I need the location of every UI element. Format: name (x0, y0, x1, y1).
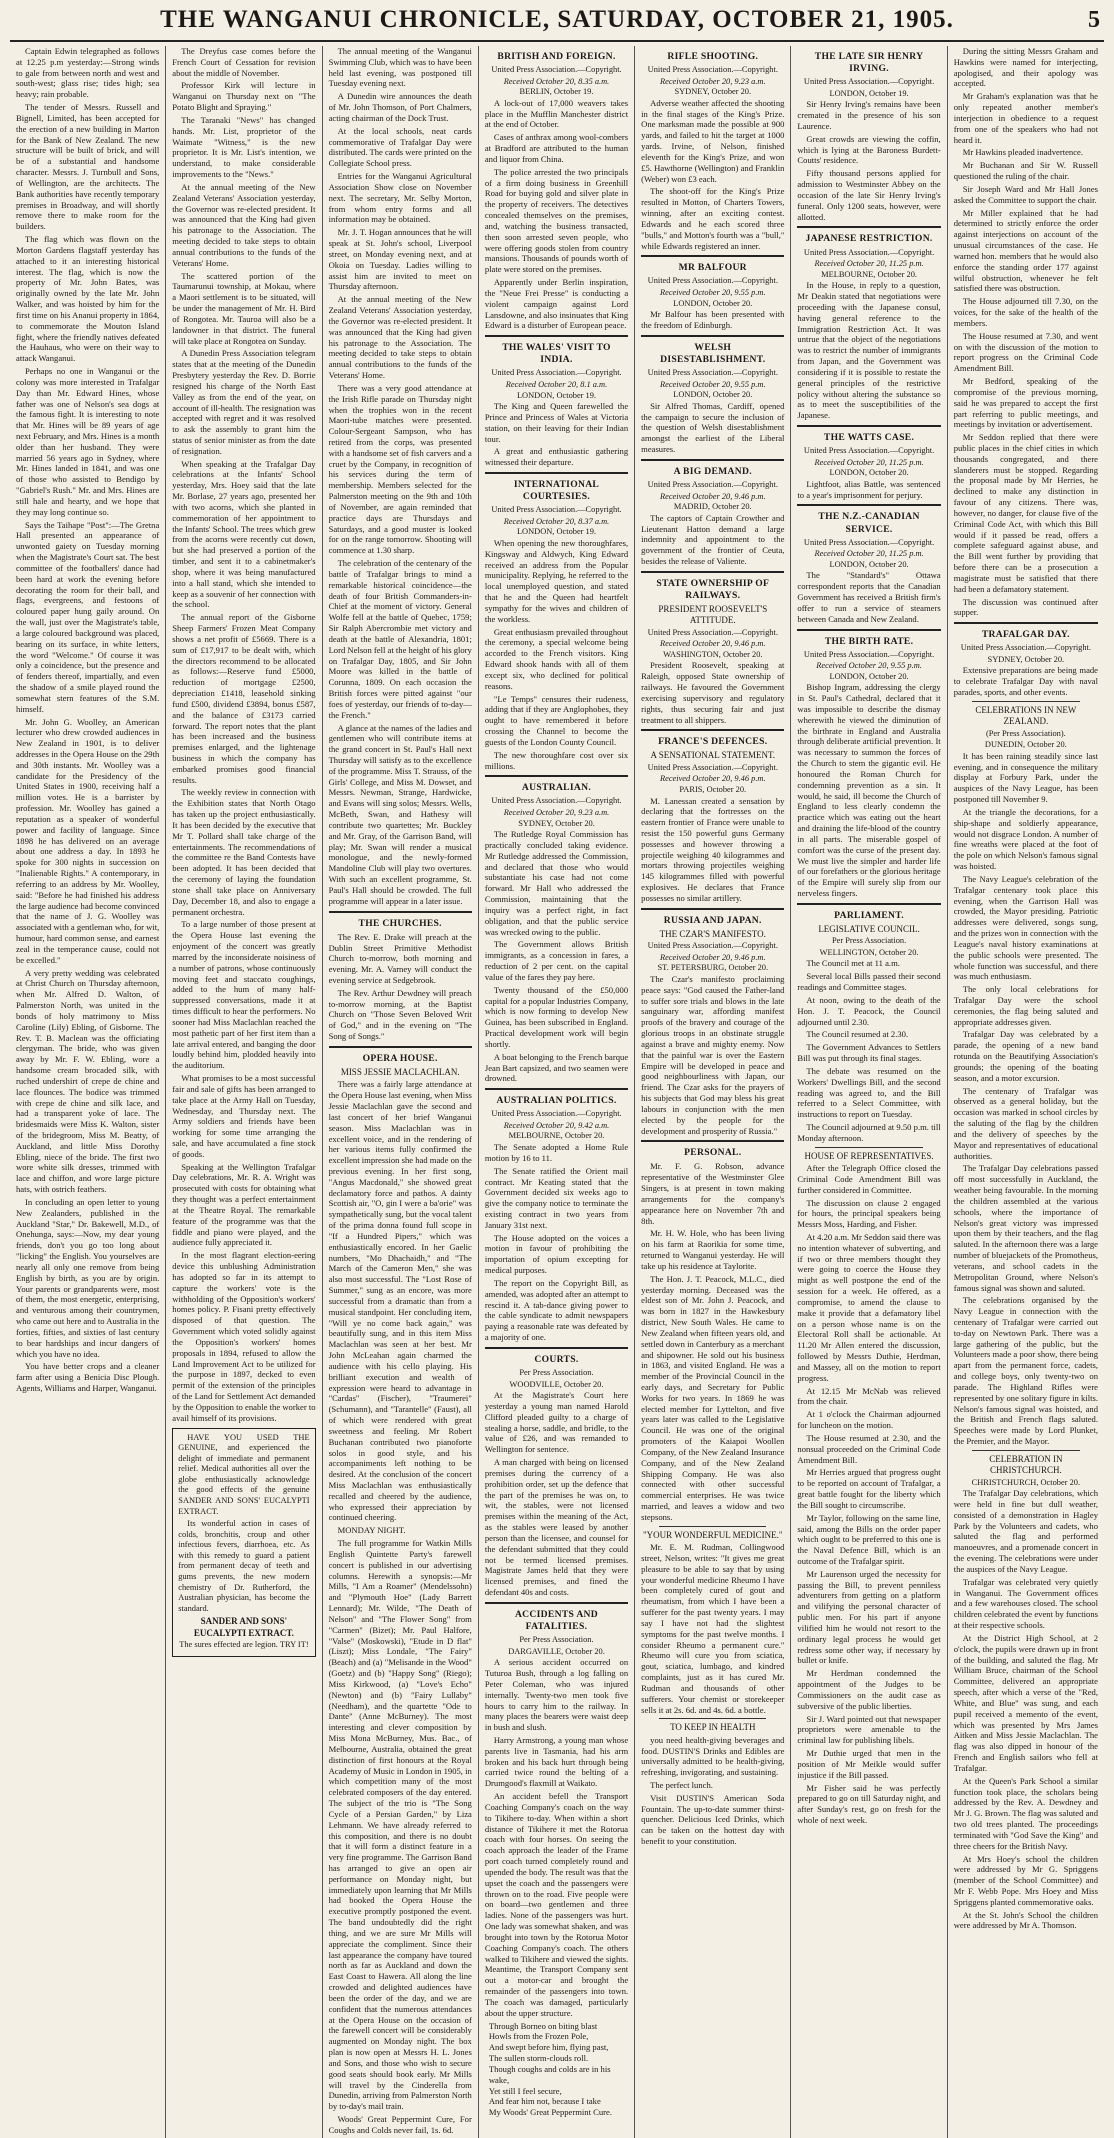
dateline: Received October 20, 11.25 p.m. (814, 549, 924, 559)
article-paragraph: President Roosevelt, speaking at Raleigh, opposed State ownership of railways. He favoured the Government exercising supervisory and regulatory rights, thus securing fair and just treatment to all shippers. (641, 660, 785, 725)
press-credit: United Press Association.—Copyright. (803, 446, 935, 456)
article-paragraph: Cases of anthrax among wool-combers at Bradford are attributed to the human and liquor from China. (484, 132, 629, 164)
article-paragraph: When opening the new thoroughfares, Kingsway and Aldwych, King Edward received an address from the Popular municipality. Replying, he referred to the local unemployed question, and stated that he and the Queen had heartfelt sympathy for the wives and children of the workless. (484, 537, 629, 624)
article-paragraph: Adverse weather affected the shooting in the final stages of the King's Prize. One marksman made the possible at 900 yards, and failed to hit the target at 1000 yards. Irvine, of Nelson, finished eleventh for the King's Prize, and won £5. Hawthorne (Wellington) and Franklin (Weber) won £3 each. (641, 97, 785, 184)
dateline: Received October 20, 9.23 a.m. (659, 76, 766, 86)
divider (972, 701, 1080, 702)
article-paragraph: The shoot-off for the King's Prize resulted in Motton, of Charters Towers, winning, after an exciting contest. Edwards and he each scored three "bulls," and Motton's fourth was a "bull," while Edwards registered an inner. (641, 186, 785, 251)
opera-paragraph: The full programme for Watkin Mills English Quintette Party's farewell concert is published in our advertising columns. Herewith a synopsis:—Mr Mills, "I Am a Roamer" (Mendelssohn) and "Plymouth Hoe" (Lady Barrett Lennard); Mr. Wilde, "The Death of Nelson" and "The Flower Song" from "Carmen" (Bizet); Mr. Paul Halfore, "Valse" (Moskowski), "Etude in D flat" (Liszt); Miss Londale, "The Fairy" (Beach) and (a) "Melisande in the Wood" (Goetz) and (b) "Happy Song" (Riego); Miss Kirkwood, (a) "Love's Echo" (Newton) and (b) "Fairy Lullaby" (Needham), and the quartette "Ode to Dante" (Anne McBurney). The most interesting and clever composition by Miss Mona McBurney, Mus. Bac., of Melbourne, Australia, obtained the great distinction of first honours at the Royal Academy of Music in London in 1905, in which competition many of the most celebrated composers of the day entered. The subject of the trio is "The Song Cycle of a Persian Garden," by Liza Lehmann. We have already referred to this composition, and there is no doubt that it will form a distinct feature in a very fine programme. The Garrison Band has arranged to give an open air performance on Monday night, but immediately upon learning that Mr Mills had booked the Opera House the executive promptly postponed the event. The band undoubtedly did the right thing, and we are sure Mr Mills will appreciate the compliment. Since their last appearance the company have toured north as far as Auckland and down the East Coast to Hawera. All along the line crowded and delighted audiences have been the order of the day, and we are confident that the numerous attendances at the Opera House on the occasion of the farewell concert will be considerably augmented on Monday night. The box plan is now open at Messrs H. L. Jones and Sons, and those who wish to secure good seats should book early. Mr Mills will travel by the Cinderella from Dunedin, arriving from Palmerston North by to-day's mail train. (328, 1538, 472, 2112)
divider (641, 571, 784, 573)
dateline: Received October 20, 8.1 a.m. (505, 379, 608, 389)
article-paragraph: The Government allows British immigrants, as a concession in fares, a reduction of 2 per cent. on the capital value of the fares they pay here. (484, 939, 629, 982)
news-paragraph: The annual report of the Gisborne Sheep Farmers' Frozen Meat Company shows a net profit of £5669. There is a sum of £17,917 to be dealt with, which the directors recommend to be allocated as follows:—Reserve fund £5000, reduction of mortgage £2500, depreciation £1418, leasehold sinking fund £500, dividend £3894, bonus £587, and the balance of £3173 carried forward. The report notes that the plant has been increased and the business premises enlarged, and the lightenage business in which the company has embarked promises good financial results. (172, 612, 316, 785)
column-3 (323, 46, 479, 2138)
article-paragraph: The report on the Copyright Bill, as amended, was adopted after an attempt to rescind it. A tab-dance giving power to the cable syndicate to admit newspapers paying a reasonable rate was defeated by a majority of one. (484, 1277, 629, 1343)
section-heading: FRANCE'S DEFENCES. (658, 736, 768, 748)
article-paragraph: At the District High School, at 2 o'clock, the pupils were drawn up in front of the building, and saluted the flag. Mr William Bruce, chairman of the School Committee, delivered an appropriate speech, after which a verse of the "Red, White, and Blue" was sung, and each pupil received a memento of the event, which was presented by Mrs James Aitken and Miss Jessie Maclachlan. The flag was also dipped in honour of the French and English sailors who fell at Trafalgar. (953, 1632, 1098, 1773)
press-credit: United Press Association.—Copyright. (491, 65, 622, 75)
section-subheading: THE CZAR'S MANIFESTO. (659, 928, 766, 939)
article-paragraph: The Council met at 11 a.m. (806, 958, 900, 969)
news-paragraph: Perhaps no one in Wanganui or the colony was more interested in Trafalgar Day than Mr. Edward Hines, whose father was one of Nelson's sea dogs at the famous fight. It is interesting to note that Mr. Hines will be 89 years of age next February, and Mrs. Hines is a month older than her husband. They were married 56 years ago in Sydney, where Mr. Hines landed in 1841, and was one of those who assisted to Bendigo by "Gabriel's Rush." Mr. and Mrs. Hines are still hale and hearty, and we hope that they may long continue so. (16, 366, 160, 517)
article-paragraph: At 12.15 Mr McNab was relieved from the chair. (797, 1385, 941, 1407)
news-paragraph: What promises to be a most successful fair and sale of gifts has been arranged to take place at the Army Hall on Tuesday, Wednesday, and Thursday next. The Army soldiers and friends have been working for some time arranging the sale, and have accumulated a fine stock of goods. (172, 1073, 316, 1159)
news-paragraph: There was a very good attendance at the Irish Rifle parade on Thursday night when the trophies won in the recent Maori-tube matches were presented. Colour-Sergeant Sampson, who has retired from the corps, was presented with a handsome set of fish carvers and a cruet by the Company, in recognition of his services during the term of membership. Members selected for the Palmerston meeting on the 9th and 10th of November, are again reminded that practice days are Thursdays and Saturdays, and a good muster is looked for on the range tomorrow. Shooting will commence at 1.30 sharp. (328, 382, 472, 556)
article-paragraph: Mr Hawkins pleaded inadvertence. (962, 147, 1083, 158)
article-paragraph: At 1 o'clock the Chairman adjourned for luncheon on the motion. (797, 1409, 941, 1431)
news-paragraph: To a large number of those present at the Opera House last evening the enjoyment of the concert was greatly marred by the inconsiderate noisiness of a number of patrons, whose continuously moving feet and staccato coughings, added to the hum of many half-suppressed conversations, made it at times difficult to hear the performers. No sooner had Miss Maclachlan reached the most pathetic part of her first item than a late arrival entered, and banging the door loudly behind him, plodded heavily into the auditorium. (172, 919, 316, 1071)
press-credit: United Press Association.—Copyright. (647, 276, 778, 286)
article-paragraph: At the St. John's School the children were addressed by Mr A. Thomson. (953, 1909, 1098, 1931)
divider (641, 335, 784, 337)
news-paragraph: Captain Edwin telegraphed as follows at 12.25 p.m yesterday:—Strong winds to gale from between north and west and south-west; glass rise; tides high; sea heavy; rain probable. (16, 46, 160, 100)
article-paragraph: During the sitting Messrs Graham and Hawkins were named for interjecting, apologised, and their apology was accepted. (953, 46, 1098, 89)
column-1 (10, 46, 166, 2138)
news-paragraph: At the local schools, neat cards commemorative of Trafalgar Day were distributed. The cards were printed on the Collegiate School press. (328, 125, 472, 169)
section-heading-opera: OPERA HOUSE. (362, 1052, 438, 1064)
dateline-place: DARGAVILLE, October 20. (508, 1646, 605, 1656)
section-heading: RUSSIA AND JAPAN. (663, 914, 762, 926)
article-paragraph: Great enthusiasm prevailed throughout the ceremony, a special welcome being accorded to the French visitors. King Edward shook hands with all of them except six, who declined for political reasons. (484, 626, 629, 691)
article-paragraph: The Council resumed at 2.30. (806, 1029, 909, 1040)
press-credit: United Press Association.—Copyright. (647, 65, 778, 75)
divider (485, 1088, 628, 1090)
news-paragraph: In concluding an open letter to young New Zealanders, published in the Auckland "Star," Dr. Bakewell, M.D., of Onehunga, says:—Now, my dear young friends, don't you go too long about "licking" the English. You yourselves are nearly all only one remove from being English by birth, as you are by origin. Your parents or grandparents were, most of them, the most energetic, enterprising, and venturous among their countrymen, who came out here and to Australia in the forties, fifties, and sixties of last century to bear hardships and incur dangers of which you have no idea. (16, 1196, 160, 1359)
news-paragraph: The weekly review in connection with the Exhibition states that North Otago has taken up the project enthusiastically. It has been decided by the executive that Mr T. Pollard shall take charge of the entertainments. The recommendations of the committee re the Band Contests have been adopted. It has been decided that the ceremony of laying the foundation stone shall take place on Anniversary Day, December 18, and also to engage a permanent orchestra. (172, 787, 316, 917)
dateline-place: SYDNEY, October 20. (518, 818, 595, 828)
dateline-place: LONDON, October 20. (829, 468, 909, 478)
dateline-place: DUNEDIN, October 20. (984, 740, 1067, 750)
divider (641, 1140, 784, 1142)
article-paragraph: A great and enthusiastic gathering witnessed their departure. (484, 446, 629, 468)
dateline: Received October 20, 11.25 p.m. (814, 457, 924, 467)
press-credit: United Press Association.—Copyright. (647, 479, 778, 489)
article-paragraph: The Council adjourned at 9.50 p.m. till Monday afternoon. (797, 1122, 941, 1143)
dateline: Received October 20, 9.46 p.m. (659, 952, 766, 962)
poem-line: The sullen storm-clouds roll. (488, 2053, 589, 2064)
dateline: Received October 20, 9.55 p.m. (816, 661, 922, 671)
article-paragraph: In the House, in reply to a question, Mr Deakin stated that negotiations were proceeding with the Japanese consul, having general reference to the Immigration Restriction Act. It was untrue that the object of the negotiations was to restrict the number of immigrants from Japan, and the Government was considering if it is possible to restate the general principles of the restrictive policy without altering the substance so as to meet the susceptibilities of the Japanese. (797, 280, 941, 421)
news-paragraph: Mr. John G. Woolley, an American lecturer who drew crowded audiences in New Zealand in 1901, is to deliver addresses in the Opera House on the 29th and 30th instants. Mr. Woolley was a candidate for the Presidency of the United States in 1900, receiving half a million votes. He is a barrister by profession. Mr. Woolley has gained a reputation as a speaker of wonderful power and facility of language. Since 1898 he has delivered on an average about one address a day. In 1893 he spoke for 300 nights in succession on "Inalienable Rights." A contemporary, in referring to an address by Mr. Woolley, said: "Before he had finished his address the large audience had become convinced that the name of J. G. Woolley was associated with a gentleman who, for wit, humour, hard common sense, and earnest zeal in the temperance cause, could not be excelled." (16, 716, 160, 965)
article-paragraph: The discussion on clause 2 engaged for hours, the principal speakers being Messrs Moss, Harding, and Fisher. (797, 1197, 941, 1230)
dateline-place: MELBOURNE, October 20. (508, 1131, 605, 1141)
news-paragraph: Professor Kirk will lecture in Wanganui on Thursday next on "The Potato Blight and Spraying." (172, 80, 316, 113)
section-heading: THE N.Z.-CANADIAN SERVICE. (818, 511, 920, 535)
article-paragraph: The Navy League's celebration of the Trafalgar centenary took place this evening, when the Garrison Hall was crowded, the Mayor presiding. Patriotic addresses were delivered, songs sung, and the prizes won in connection with the League's naval history examinations at the public schools were presented. The whole function was successful, and there was much enthusiasm. (953, 873, 1098, 982)
article-paragraph: The House adopted on the voices a motion in favour of prohibiting the importation of opium excepting for medical purposes. (484, 1232, 629, 1276)
opera-paragraph: Woods' Great Peppermint Cure, For Coughs and Colds never fail, 1s. 6d. (328, 2114, 472, 2135)
press-credit: United Press Association.—Copyright. (491, 796, 622, 806)
dateline: Received October 20, 9.23 a.m. (503, 808, 610, 817)
news-paragraph: The annual meeting of the Wanganui Swimming Club, which was to have been held last evening, was postponed till Tuesday evening next. (328, 46, 472, 89)
press-credit: United Press Association.—Copyright. (803, 247, 935, 257)
divider (797, 504, 940, 506)
news-paragraph: The celebration of the centenary of the battle of Trafalgar brings to mind a remarkable historical coincidence—the death of four British Commanders-in-Chief at the moment of victory. General Wolfe fell at the battle of Quebec, 1759; Sir Ralph Abercrombie met victory and death at the battle of Alexandria, 1801; Lord Nelson fell at the height of his glory on Trafalgar Day, 1805, and Sir John Moore was killed in the battle of Corunna, 1809. On each occasion the British forces were pitted against "our foes of yesterday, our friends of to-day—the French." (328, 558, 472, 720)
article-paragraph: Mr Buchanan and Sir W. Russell questioned the ruling of the chair. (953, 160, 1098, 182)
section-heading: THE WATTS CASE. (823, 432, 915, 443)
news-paragraph: The scattered portion of the Taumarunui township, at Mokau, where a Maori settlement is to be situated, will be under the management of Mr. H. Bird of Rongotea. Mr. Tauroa will also be a landowner in that district. The funeral will take place at Rongotea on Sunday. (172, 270, 316, 346)
article-paragraph: Mr Taylor, following on the same line, said, among the Bills on the order paper which ought to be preferred to this one is the Naval Defence Bill, which is an outcome of the Trafalgar spirit. (797, 1512, 941, 1566)
article-paragraph: The Hon. J. T. Peacock, M.L.C., died yesterday morning. Deceased was the eldest son of Mr. John J. Peacock, and was born in 1827 in the Hawkesbury district, New South Wales. He came to New Zealand when fifteen years old, and settled down in Canterbury as a merchant and shipowner. He sold out his business in 1863, and visited England. He was a member of the Provincial Council in the early days, and Secretary for Public Works for two years. In 1869 he was elected member for Lyttelton, and five years later was called to the Legislative Council. He was one of the original promoters of the Kaiapoi Woollen Company, of the New Zealand Insurance Company, and of the New Zealand Shipping Company. He was also connected with other successful commercial enterprises. He was twice married, and leaves a widow and two stepsons. (641, 1273, 785, 1522)
dateline: Received October 20, 11.25 p.m. (814, 259, 924, 269)
article-paragraph: After the Telegraph Office closed the Criminal Code Amendment Bill was further considered in Committee. (797, 1163, 941, 1195)
dateline-place: LONDON, October 20. (829, 559, 909, 569)
press-credit: United Press Association.—Copyright. (647, 762, 778, 772)
dateline-place: BERLIN, October 19. (519, 87, 594, 97)
advert-lead: HAVE YOU USED THE GENUINE, and experienced the delight of immediate and permanent relief. Medical authorities all over the globe enthusiastically acknowledge the good effects of the genuine SANDER AND SONS' EUCALYPTI EXTRACT. (178, 1432, 310, 1516)
divider (659, 1526, 766, 1527)
article-paragraph: The Government Advances to Settlers Bill was put through its final stages. (797, 1042, 941, 1064)
divider (641, 908, 784, 910)
section-heading: JAPANESE RESTRICTION. (805, 233, 933, 245)
poem-line: Howls from the Frozen Pole, (488, 2031, 589, 2042)
section-heading: INTERNATIONAL COURTESIES. (513, 479, 600, 503)
news-paragraph: At the annual meeting of the New Zealand Veterans' Association yesterday, the Governor was re-elected president. It was announced that the King had given his patronage to the Association. The meeting decided to take steps to obtain annual contributions to the funds of the Veterans' Home. (328, 294, 472, 381)
press-credit: Per Press Association. (519, 1368, 594, 1377)
article-paragraph: Harry Armstrong, a young man whose parents live in Tasmania, had his arm broken and his back hurt through being carried twice round the belting of a Drumgood's flaxmill at Waikato. (484, 1735, 629, 1789)
section-subheading: A SENSATIONAL STATEMENT. (650, 750, 776, 761)
article-columns (10, 46, 1104, 2135)
divider (641, 729, 784, 731)
article-paragraph: The discussion was continued after supper. (953, 596, 1098, 618)
divider (485, 1602, 628, 1604)
article-paragraph: Extensive preparations are being made to celebrate Trafalgar Day with naval parades, sports, and other events. (953, 665, 1098, 698)
article-paragraph: The Senate adopted a Home Rule motion by 16 to 11. (484, 1142, 629, 1163)
divider (797, 425, 940, 427)
article-paragraph: M. Lanessan created a sensation by declaring that the fortresses on the eastern frontier of France were unable to resist the 150 powerful guns Germany possesses and however throwing a projectile weighing 40 kilogrammes and mortars throwing projectiles weighing 145 kilogrammes filled with powerful explosives. He declares that France possesses no similar artillery. (641, 795, 785, 903)
dateline: Received October 20, 8.37 a.m. (503, 516, 610, 526)
news-paragraph: Entries for the Wanganui Agricultural Association Show close on November next. The secretary, Mr. Selby Morton, from whom entry forms and all information may be obtained. (328, 171, 472, 225)
press-credit: United Press Association.—Copyright. (960, 643, 1091, 653)
press-credit: United Press Association.—Copyright. (491, 505, 622, 515)
divider (641, 459, 784, 461)
dateline: Received October 20, 9.42 a.m. (503, 1120, 610, 1130)
press-credit: United Press Association.—Copyright. (647, 627, 778, 637)
article-paragraph: Bishop Ingram, addressing the clergy in St. Paul's Cathedral, declared that it was impossible to describe the dismay wherewith he viewed the diminution of the birthrate in England and Australia through deliberate artificial prevention. It was necessary to summon the forces of the Church to stem the gigantic evil. He honoured the Roman Church for condemning prevention as a sin. It would, he said, ill become the Church of England to less clearly condemn the practice which was eating out the heart and draining the life-blood of the country in all parts. The miserable gospel of comfort was the curse of the present day. We must live the simpler and harder life of our forefathers or the glorious heritage of the Empire will surely slip from our nerveless fingers. (797, 682, 941, 899)
news-paragraph: You have better crops and a cleaner farm after using a Benicia Disc Plough. Agents, Williams and Harper, Wanganui. (16, 1361, 160, 1394)
advert-footer: The sures effected are legion. TRY IT! (179, 1640, 309, 1649)
dateline: Received October 20, 9.55 p.m. (659, 379, 766, 389)
press-credit: United Press Association.—Copyright. (647, 941, 778, 951)
section-subheading: CELEBRATION IN CHRISTCHURCH. (989, 1453, 1063, 1476)
article-paragraph: you need health-giving beverages and food. DUSTIN'S Drinks and Edibles are universally admitted to be health-giving, refreshing, invigorating, and sustaining. (641, 1734, 785, 1778)
dateline-place: LONDON, October 20. (673, 390, 753, 400)
section-heading: MR BALFOUR (678, 262, 747, 274)
column-6 (791, 46, 947, 2138)
dateline: Received October 20, 9.46 p.m. (659, 774, 766, 784)
news-paragraph: At the annual meeting of the New Zealand Veterans' Association yesterday, the Governor was re-elected president. It was announced that the King had given his patronage to the Association. The meeting decided to take steps to obtain annual contributions to the funds of the Veterans' Home. (172, 181, 316, 268)
article-paragraph: The Senate ratified the Orient mail contract. Mr Keating stated that the Government decided six weeks ago to give the company notice to terminate the existing contract in two years from January 31st next. (484, 1165, 629, 1230)
article-paragraph: The Trafalgar Day celebrations passed off most successfully in Auckland, the weather being favourable. In the morning the children assembled at the various schools, where the importance of Nelson's great victory was impressed upon them by their teachers, and the flag saluted. In the afternoon there was a large number of bluejackets of the Promotheus, veterans, and school cadets in the Metropolitan Ground, where Nelson's famous signal was shown and saluted. (953, 1163, 1098, 1293)
article-paragraph: Mr Herries argued that progress ought to be reported on account of Trafalgar, a great battle fought for the liberty which the Bill sought to circumscribe. (797, 1467, 941, 1510)
article-paragraph: Mr. H. W. Hole, who has been living on his farm at Raorikia for some time, returned to Wanganui yesterday. He will take up his residence at Taylorite. (641, 1228, 785, 1271)
section-heading: PARLIAMENT. (834, 909, 904, 921)
dateline-place: MADRID, October 20. (673, 502, 752, 512)
section-subheading: PRESIDENT ROOSEVELT'S ATTITUDE. (658, 604, 768, 626)
article-paragraph: A man charged with being on licensed premises during the currency of a prohibition order, set up the defence that the part of the premises he was on, to wit, the stables, were not licensed premises within the meaning of the Act, as the stables were leased by another person than the licensee, and counsel for the defendant submitted that they could not be termed licensed premises. Magistrate James held that they were licensed premises, and fined the defendant 40s and costs. (484, 1457, 629, 1598)
press-credit: Per Press Association. (831, 936, 907, 946)
article-paragraph: Sir Henry Irving's remains have been cremated in the presence of his son Laurence. (797, 99, 941, 131)
article-paragraph: Trafalgar was celebrated very quietly in Wanganui. The Government offices and a few warehouses closed. The school children celebrated the event by functions at their respective schools. (953, 1576, 1098, 1631)
section-subheading: "YOUR WONDERFUL MEDICINE." (642, 1529, 783, 1540)
article-paragraph: Sir Alfred Thomas, Cardiff, opened the campaign to secure the inclusion of the question of Welsh disestablishment amongst the earliest of the Liberal measures. (641, 400, 785, 455)
section-heading: STATE OWNERSHIP OF RAILWAYS. (656, 577, 770, 601)
press-credit: United Press Association.—Copyright. (491, 368, 622, 378)
section-subheading-opera: MISS JESSIE MACLACHLAN. (340, 1067, 460, 1078)
section-heading: A BIG DEMAND. (673, 465, 752, 477)
section-heading: AUSTRALIAN POLITICS. (496, 1095, 617, 1107)
section-subheading: LEGISLATIVE COUNCIL. (818, 923, 920, 934)
article-paragraph: At 4.20 a.m. Mr Seddon said there was no intention whatever of subverting, and if two or three members thought they were going to coerce the House they might as well postpone the end of the session for a week. He offered, as a compromise, to amend the clause to make it provide that a defamatory libel on a person whose name is on the Electoral Roll shall be actionable. At 11.20 Mr Allen entered the discussion, followed by Messrs Duthie, Herdman, and Massey, all on the motion to report progress. (797, 1231, 941, 1383)
dateline-place: SYDNEY, October 20. (674, 87, 752, 97)
masthead (10, 6, 1104, 42)
dateline-place: SYDNEY, October 20. (987, 654, 1065, 664)
section-subheading: TO KEEP IN HEALTH (670, 1722, 756, 1733)
news-paragraph: When speaking at the Trafalgar Day celebrations at the Infants' School yesterday, Mrs. Hoey said that the late Mr. Borlase, 27 years ago, presented her with two acorns, which she planted in commemoration of her appointment to the Infants' School. The trees which grew from the acorns were recently cut down, but she had preserved a portion of the timber, and sent it to a cabinetmaker's shop, where it was being manufactured into a hall stand, which she intended to keep as a souvenir of her connection with the school. (172, 458, 316, 610)
article-paragraph: A boat belonging to the French barque Jean Bart capsized, and two seamen were drowned. (484, 1051, 629, 1084)
news-paragraph: The Taranaki "News" has changed hands. Mr. List, proprietor of the Waimate "Witness," is the new proprietor. It is Mr. List's intention, we understand, to make considerable improvements to the "News." (172, 114, 316, 180)
article-paragraph: Sir J. Ward pointed out that newspaper proprietors were amenable to the criminal law for publishing libels. (797, 1713, 941, 1746)
article-paragraph: The only local celebrations for Trafalgar Day were the school ceremonies, the flag being saluted and appropriate addresses given. (953, 984, 1098, 1027)
section-heading: THE LATE SIR HENRY IRVING. (814, 51, 924, 75)
news-paragraph: A Dunedin Press Association telegram states that at the meeting of the Dunedin Presbytery yesterday the Rev. D. Borrie resigned his charge of the North East Valley as from the end of the year, on account of ill-health. The resignation was accepted with regret and it was resolved to ask the assembly to grant him the status of senior minister as from the date of resignation. (172, 348, 316, 456)
dateline-place: WASHINGTON, October 20. (663, 649, 763, 659)
news-paragraph: The tender of Messrs. Russell and Bignell, Limited, has been accepted for the erection of a new building in Marton for the Bank of New Zealand. The new structure will be built of brick, and will be of a substantial and handsome character. Messrs. J. Turnbull and Sons, of Wellington, are the architects. The Bank authorities have recently temporary premises in Broadway, and will shortly remove there to make room for the builders. (16, 102, 160, 232)
article-paragraph: The Czar's manifesto proclaiming peace says: "God caused the Father-land to suffer sore trials and blows in the late sanguinary war, affording manifest proofs of the bravery and courage of the glorious troops in an obstinate struggle against a brave and mighty enemy. Now that the painful war is over the Eastern Empire will be developed in peace and good neighbourliness with Japan, our friend. The Czar asks for the prayers of his subjects that God may bless his great labours in conjunction with the men elected by the people for the development and prosperity of Russia." (641, 973, 785, 1136)
article-paragraph: The debate was resumed on the Workers' Dwellings Bill, and the second reading was agreed to, and the Bill referred to a Select Committee, with instructions to report on Tuesday. (797, 1065, 941, 1120)
divider (972, 1450, 1080, 1451)
article-paragraph: Mr Bedford, speaking of the compromise of the previous morning, said he was prepared to accept the first part referring to public meetings, and meetings by invitation or advertisement. (953, 376, 1098, 430)
page-number: 5 (1088, 7, 1100, 33)
article-paragraph: At Mrs Hoey's school the children were addressed by Mr G. Spriggens (member of the School Committee) and Mr F. Webb Pope. Mrs Hoey and Miss Spriggens planted commemorative oaks. (953, 1853, 1098, 1907)
press-credit: United Press Association.—Copyright. (803, 77, 935, 87)
article-paragraph: At the Queen's Park School a similar function took place, the scholars being addressed by the Rev. A. Dewdney and Mr J. G. Brown. The flag was saluted and two old trees planted. The proceedings terminated with "God Save the King" and three cheers for the British Navy. (953, 1775, 1098, 1851)
divider (954, 622, 1098, 624)
opera-paragraph: There was a fairly large attendance at the Opera House last evening, when Miss Jessie Maclachlan gave the second and last concert of her brief Wanganui season. Miss Maclachlan was in excellent voice, and in the rendering of her various items fully confirmed the excellent impression she had made on the previous evening. In her first song, "Angus Macdonald," she showed great declamatory force and pathos. A dainty Scottish air, "O, gin I were a ba'orie" was sympathetically sung, but the vocal talent of the prima donna found full scope in "If a Hundred Pipers," which was enthusiastically encored. In her Gaelic numbers, "Mo Dhachaidh," and "The March of the Cameron Men," she was also most successful. The "Lost Rose of Summer," sung as an encore, was more successful from a dramatic than from a musical standpoint. Her concluding item, "Will ye no come back again," was beautifully sung, and in this item Miss Maclachlan was seen at her best. Mr John McLeahan again charmed the audience with his cello playing. His brilliant execution and wealth of expression were heard to advantage in "Cardas" (Fischer), "Traumerei" (Schumann), and "Tarantelle" (Faust), all of which were rendered with great sweetness and feeling. Mr Robert Buchanan contributed two pianoforte solos in good style, and his accompaniments left nothing to be desired. At the conclusion of the concert Miss Maclachlan was enthusiastically recalled and cheered by the audience, who expressed their appreciation by continued cheering. (328, 1079, 472, 1523)
section-subheading: HOUSE OF REPRESENTATIVES. (804, 1150, 934, 1161)
advert-body: Its wonderful action in cases of colds, bronchitis, croup and other infectious fevers, diarrhoea, etc. As with this remedy to guard a patient from permanent decay of teeth and gums prevents, the new modern chemistry of Dr. Rutherford, the Australian physician, has become the standard. (178, 1519, 310, 1613)
opera-paragraph: MONDAY NIGHT. (337, 1525, 406, 1536)
dateline-place: LONDON, October 19. (829, 88, 909, 98)
column-7 (948, 46, 1104, 2138)
article-paragraph: Mr Laurenson urged the necessity for passing the Bill, to prevent penniless adventurers from getting on a platform and vilifying the personal character of public men. For his part if anyone vilified him he would not resort to the ordinary legal process he would get redress some other way, if necessary by bullet or knife. (797, 1568, 941, 1666)
press-credit: Per Press Association. (519, 1635, 594, 1645)
column-2 (166, 46, 322, 2138)
article-paragraph: The King and Queen farewelled the Prince and Princess of Wales at Victoria station, on their leaving for their Indian tour. (484, 401, 629, 444)
divider (485, 472, 628, 474)
article-paragraph: The captors of Captain Crowther and Lieutenant Hatton demand a large indemnity and appointment to the government of the frontier of Ceuta, besides the release of Valiente. (641, 512, 785, 567)
church-paragraph: The Rev. E. Drake will preach at the Dublin Street Primitive Methodist Church to-morrow, both morning and evening. Mr. A. Varney will conduct the evening service at Sedgebrook. (328, 931, 472, 985)
dateline: Received October 20, 9.55 p.m. (659, 288, 766, 298)
article-paragraph: Apparently under Berlin inspiration, the "Neue Frei Presse" is conducting a violent campaign against Lord Lansdowne, and also insinuates that King Edward is a disturber of European peace. (484, 277, 629, 331)
dateline-place: WELLINGTON, October 20. (819, 947, 919, 957)
news-paragraph: Mr. J. T. Hogan announces that he will speak at St. John's school, Liverpool street, on Monday evening next, and at Okoia on Tuesday. Ladies willing to assist him are invited to meet on Thursday afternoon. (328, 227, 472, 292)
divider (797, 226, 940, 228)
section-heading: ACCIDENTS AND FATALITIES. (514, 1608, 599, 1632)
column-5 (635, 46, 791, 2138)
church-paragraph: The Rev. Arthur Dewdney will preach to-morrow morning, at the Baptist Church on "Those Seven Beloved Writ of God," and in the evening on "The Song of Songs." (328, 987, 472, 1042)
dateline: Received October 20, 9.46 p.m. (659, 491, 766, 501)
news-paragraph: Speaking at the Wellington Trafalgar Day celebrations, Mr. R. A. Wright was prosecuted with costs for obtaining what they thought was a perfect entertainment at the Theatre Royal. The remarkable feature of the programme was that the fiddle and piano were played, and the audience fully appreciated it. (172, 1161, 316, 1248)
news-paragraph: A Dunedin wire announces the death of Mr. John Thomson, of Port Chalmers, acting chairman of the Dock Trust. (328, 91, 472, 123)
section-heading: WELSH DISESTABLISHMENT. (660, 341, 766, 365)
dateline: Received October 20, 8.35 a.m. (503, 76, 610, 86)
section-heading-churches: THE CHURCHES. (358, 917, 442, 929)
article-paragraph: At the triangle the decorations, for a ship-shape and soldierly appearance, would not disgrace London. A number of fine wreaths were placed at the foot of the pole on which Nelson's famous signal was hoisted. (953, 806, 1098, 872)
poem-line: Yet still I feel secure, (488, 2085, 562, 2096)
article-paragraph: Lightfoot, alias Battle, was sentenced to a year's imprisonment for perjury. (797, 478, 941, 500)
peppermint-poem (489, 2021, 624, 2118)
poem-line: My Woods' Great Peppermint Cure. (488, 2107, 612, 2118)
article-paragraph: Mr Seddon replied that there were public places in the chief cities in which thousands congregated, and there slanderers must be stopped. Regarding the proposal made by Mr Herries, he declined to make any distinction in favour of any citizens. There was, however, no danger, for clause five of the Criminal Code Act, with which this Bill would if it passed be read, offers a complete safeguard against abuse, and the Bill went further by providing that before there can be a prosecution a magistrate must be satisfied that there had been a defamatory statement. (953, 432, 1098, 594)
poem-line: And fear him not, because I take (488, 2096, 601, 2107)
article-paragraph: The Trafalgar Day celebrations, which were held in fine but dull weather, consisted of a demonstration in Hagley Park by the Volunteers and cadets, who saluted the flag and performed manoeuvres, and a promenade concert in the evening. The celebrations were under the auspices of the Navy League. (953, 1488, 1098, 1574)
press-credit: United Press Association.—Copyright. (491, 1109, 622, 1119)
dateline-place: WOODVILLE, October 20. (509, 1379, 604, 1389)
article-paragraph: The new thoroughfare cost over six millions. (484, 749, 629, 771)
section-heading: THE BIRTH RATE. (824, 635, 914, 647)
article-paragraph: It has been raining steadily since last evening, and in consequence the military display at Forbury Park, under the auspices of the Navy League, has been postponed till November 9. (953, 750, 1098, 805)
section-heading: BRITISH AND FOREIGN. (497, 51, 616, 62)
article-paragraph: The Rutledge Royal Commission has practically concluded taking evidence. Mr Rutledge addressed the Commission, and declared that those who would substantiate his case had not come forward. Mr Hall who addressed the Commission, maintaining that the inquiry was a perfect right, in fact obligation, and that the public service was wrecked owing to the public. (484, 829, 629, 937)
poem-line: And swept before him, flying past, (488, 2042, 609, 2053)
press-credit: United Press Association.—Copyright. (647, 368, 778, 378)
divider (485, 775, 628, 777)
news-paragraph: Says the Taihape "Post":—The Gretna Hall presented an appearance of unwonted gaiety on Tuesday morning when the Magistrate's Court sat. The best committee of the footballers' dance had been hard at work the evening before decorating the room for their ball, and flags, evergreens, and festoons of coloured paper hung gaily around. On the wall, just over the Magistrate's table, a large coloured background was placed, bearing on its surface, in white letters, the word "Welcome." Of course it was only a coincidence, but the presence and of fenders thereof, impartially, and even the shadow of a smile played round the somewhat stern features of the S.M. himself. (16, 519, 160, 714)
divider (659, 1718, 766, 1719)
news-paragraph: In the most flagrant election-eering device this unblushing Administration has adopted so far in its attempt to capture the workers' vote is the withholding of the Opposition's workers' homes policy. P. Fisani pretty effectively disposed of that question. The Government which voted solidly against the Opposition's workers' homes proposals in 1894, refused to allow the Land Improvement Act to be utilized for the purpose in 1897, decked to even permit of the extension of the principles of the Land for Settlement Act demanded by the Opposition to enable the worker to avail himself of its provisions. (172, 1250, 316, 1423)
article-paragraph: The perfect lunch. (650, 1779, 713, 1790)
news-paragraph: The Dreyfus case comes before the French Court of Cessation for revision about the middle of November. (172, 46, 316, 78)
dateline-place: PARIS, October 20. (679, 784, 747, 794)
article-paragraph: The centenary of Trafalgar was observed as a general holiday, but the occasion was marked in school circles by the saluting of the flag by the children and the delivery of speeches by the Mayor and representatives of educational authorities. (953, 1085, 1098, 1161)
article-paragraph: Visit DUSTIN'S American Soda Fountain. The up-to-date summer thirst-quencher. Delicious Iced Drinks, which can be taken on the hottest day with benefit to your constitution. (641, 1792, 785, 1847)
section-heading: THE WALES' VISIT TO INDIA. (502, 342, 611, 366)
section-subheading: CELEBRATIONS IN NEW ZEALAND. (975, 704, 1077, 727)
dateline-place: LONDON, October 19. (516, 390, 597, 400)
dateline-place: CHRISTCHURCH, October 20. (971, 1477, 1081, 1487)
dateline-place: LONDON, October 20. (829, 671, 909, 681)
article-paragraph: The House adjourned till 7.30, on the voices, for the sake of the health of the members. (953, 296, 1098, 328)
article-paragraph: Mr Fisher said he was perfectly prepared to go on till Saturday night, and after Sunday's rest, go on fresh for the whole of next week. (797, 1782, 941, 1826)
article-paragraph: Mr. F. G. Robson, advance representative of the Westminster Glee Singers, is at present in town making arrangements for the company's appearance here on November 7th and 8th. (641, 1161, 785, 1226)
divider (485, 1347, 628, 1349)
newspaper-title: THE WANGANUI CHRONICLE, SATURDAY, OCTOBER 21, 1905. (160, 6, 954, 33)
article-paragraph: The House resumed at 2.30, and the nonsual proceeded on the Criminal Code Amendment Bill. (797, 1432, 941, 1465)
article-paragraph: At the Magistrate's Court here yesterday a young man named Harold Clifford pleaded guilty to a charge of stealing a horse, saddle, and bridle, to the value of £26, and was remanded to Wellington for sentence. (484, 1390, 629, 1455)
article-paragraph: A lock-out of 17,000 weavers takes place in the Mufflin Manchester district at the end of October. (484, 97, 629, 130)
article-paragraph: "Le Temps" censures their rudeness, adding that if they are Anglophobes, they ought to have remembered it before crossing the Channel to become the guests of the London County Council. (484, 693, 629, 747)
news-paragraph: The flag which was flown on the Morton Gardens flagstaff yesterday has attached to it an interesting historical interest. The flag, which is now the property of Mr. John Bates, was originally owned by the late Mr. John Walker, and was hoisted by him for the first time on his Ananui property in 1864, to commemorate the Mouton Island fight, where the friendly natives defeated the Hauhaus, who were on their way to attack Wanganui. (16, 234, 160, 364)
dateline-place: ST. PETERSBURG, October 20. (657, 963, 769, 973)
divider (815, 1147, 922, 1148)
press-credit: (Per Press Association). (985, 728, 1066, 738)
dateline-place: LONDON, October 19. (516, 527, 597, 537)
article-paragraph: The House resumed at 7.30, and went on with the discussion of the motion to report progress on the Criminal Code Amendment Bill. (953, 330, 1098, 374)
dateline-place: MELBOURNE, October 20. (821, 269, 917, 279)
divider (485, 335, 628, 337)
section-heading: COURTS. (534, 1353, 579, 1365)
section-heading: PERSONAL. (684, 1147, 742, 1159)
column-4 (479, 46, 635, 2138)
article-paragraph: Mr Miller explained that he had determined to strictly enforce the order against interjections on account of the unusual circumstances of the case. He warned hon. members that he would also enforce the standing order 177 against wilful obstruction, whenever he felt satisfied there was obstruction. (953, 207, 1098, 294)
dateline: Received October 20, 9.46 p.m. (659, 639, 766, 649)
article-paragraph: A serious accident occurred on Tuturoa Bush, through a log falling on Peter Coleman, who was injured internally. Twenty-two men took five hours to carry him to the railway. In many places the bearers were waist deep in bush and slush. (484, 1657, 629, 1733)
dateline-place: LONDON, October 20. (673, 298, 753, 308)
article-paragraph: Mr Graham's explanation was that he only repeated another member's interjection in obedience to a request from one of the speakers who had not heard it. (953, 91, 1098, 145)
eucalypti-advertisement (172, 1428, 315, 1657)
divider (797, 903, 940, 905)
divider (641, 255, 784, 257)
article-paragraph: Mr Balfour has been presented with the freedom of Edinburgh. (641, 309, 785, 331)
article-paragraph: Trafalgar Day was celebrated by a parade, the opening of a new band rotunda on the Beautifying Association's grounds; the opening of the boating season, and a motor excursion. (953, 1029, 1098, 1083)
article-paragraph: An accident befell the Transport Coaching Company's coach on the way to Tikihere to-day. When within a short distance of Tikihere it met the Rotorua coach with four horses. On seeing the coach approach the leader of the Frame port coach turned completely round and upended the body. The result was that the upset the coach and the passengers were thrown on to the road. Five people were on board—two gentlemen and three ladies. None of the passengers was hurt. One lady was somewhat shaken, and was brought into town by the Rotorua Motor Coaching Company's coach. The others walked to Tikihere and viewed the sights. Meantime, the Transport Company sent out a motor-car and brought the remainder of the passengers into town. The coach was damaged, particularly about the upper structure. (484, 1791, 629, 2018)
news-paragraph: A glance at the names of the ladies and gentlemen who will contribute items at the grand concert in St. Paul's Hall next Thursday will satisfy as to the excellence of the programme. Miss T. Strauss, of the Girls' College, and Miss M. Dowset, and Messrs. Newman, Strange, Hardwicke, and Evans will sing solos; Messrs. Wells, McBeth, Swan, and Hathesy will contribute two quartettes; Mr. Buckley and Mr. Gray, of the Garrison Band, will play; Mr. Swan will render a musical monologue, and the newly-formed Mandoline Club will play two overtures. With such an excellent programme, St. Paul's Hall should be crowded. The full programme will appear in a later issue. (328, 722, 472, 906)
article-paragraph: Great crowds are viewing the coffin, which is lying at the Baroness Burdett-Coutts' residence. (797, 133, 941, 166)
article-paragraph: Fifty thousand persons applied for admission to Westminster Abbey on the occasion of the late Sir Henry Irving's funeral. Only 1200 seats, however, were allotted. (797, 168, 941, 222)
article-paragraph: Mr. E. M. Rudman, Collingwood street, Nelson, writes: "It gives me great pleasure to be able to say that by using your wonderful medicine Rheumo I have been completely cured of gout and rheumatism, from which I have been a sufferer for the past twenty years. I may say I have not had the slightest symptoms for the past twelve months. I consider Rheumo a permanent cure." Rheumo will cure you from sciatica, gout, sciatica, lumbago, and kindred complaints, just as it has cured Mr. Rudman and thousands of other sufferers. Your chemist or storekeeper sells it at 2s. 6d. and 4s. 6d. a bottle. (641, 1542, 785, 1715)
divider (797, 629, 940, 631)
article-paragraph: Mr Duthie urged that men in the position of Mr Meikle would suffer injustice if the Bill passed. (797, 1748, 941, 1780)
article-paragraph: Mr Herdman condemned the appointment of the Judges to be Commissioners on the audit case as subversive of the public liberties. (797, 1668, 941, 1711)
article-paragraph: The celebrations organised by the Navy League in connection with the centenary of Trafalgar were carried out to-day on Newtown Park. There was a large gathering of the public, but the Volunteers made a poor show, there being apart from the permanent force, cadets, and college boys, only twenty-two on parade. The Highland Rifles were represented by one solitary figure in kilts. Nelson's famous signal was hoisted, and the British and French flags saluted. Speeches were made by Lord Plunket, the Premier, and the Mayor. (953, 1295, 1098, 1447)
press-credit: United Press Association.—Copyright. (803, 649, 935, 659)
article-paragraph: At noon, owing to the death of the Hon. J. T. Peacock, the Council adjourned until 2.30. (797, 994, 941, 1027)
section-heading: RIFLE SHOOTING. (667, 51, 759, 62)
press-credit: United Press Association.—Copyright. (803, 537, 935, 547)
section-heading: TRAFALGAR DAY. (981, 629, 1070, 641)
article-paragraph: Twenty thousand of the £50,000 capital for a popular Industries Company, which is now forming to develop New Guinea, has been subscribed in England. Practical development work will begin shortly. (484, 984, 629, 1049)
advert-brand: SANDER AND SONS' EUCALYPTI EXTRACT. (193, 1616, 294, 1638)
section-heading: AUSTRALIAN. (521, 782, 592, 794)
article-paragraph: The police arrested the two principals of a firm doing business in Greenhill Road for buying gold and silver plate in the property of receivers. The detectives concealed themselves on the premises, and, watching the business transacted, then soon arrested seven people, who were offering goods stolen from country mansions. Thousands of pounds worth of plate were stored on the premises. (484, 166, 629, 275)
article-paragraph: The "Standard's" Ottawa correspondent reports that the Canadian Government has received a British firm's offer to run a service of steamers between Canada and New Zealand. (797, 570, 941, 624)
article-paragraph: Sir Joseph Ward and Mr Hall Jones asked the Committee to support the chair. (953, 183, 1098, 205)
poem-line: Through Borneo on biting blast (488, 2020, 598, 2031)
poem-line: Though coughs and colds are in his wake, (488, 2063, 611, 2085)
article-paragraph: Several local Bills passed their second readings and Committee stages. (797, 971, 941, 993)
news-paragraph: A very pretty wedding was celebrated at Christ Church on Thursday afternoon, when Mr. Alfred D. Walton, of Palmerston North, was united in the bonds of holy matrimony to Miss Caroline (Lily) Ebling, of Gisborne. The Rev. T. B. Maclean was the officiating clergyman. The bride, who was given away by Mr. F. W. Ebling, wore a handsome cream brocaded silk, with ruched undershirt of crepe de chine and lace flounces. The bodice was trimmed with crepe de chine and silk lace, and had a transparent yoke of lace. The bridesmaids were Miss K. Walton, sister of the bridegroom, Miss M. Beatty, of Auckland, and little Miss Dorothy Ebling, niece of the bride. The first two wore white silk dresses, trimmed with lace and chiffon, and wore large picture hats, with ostrich feathers. (16, 967, 160, 1195)
